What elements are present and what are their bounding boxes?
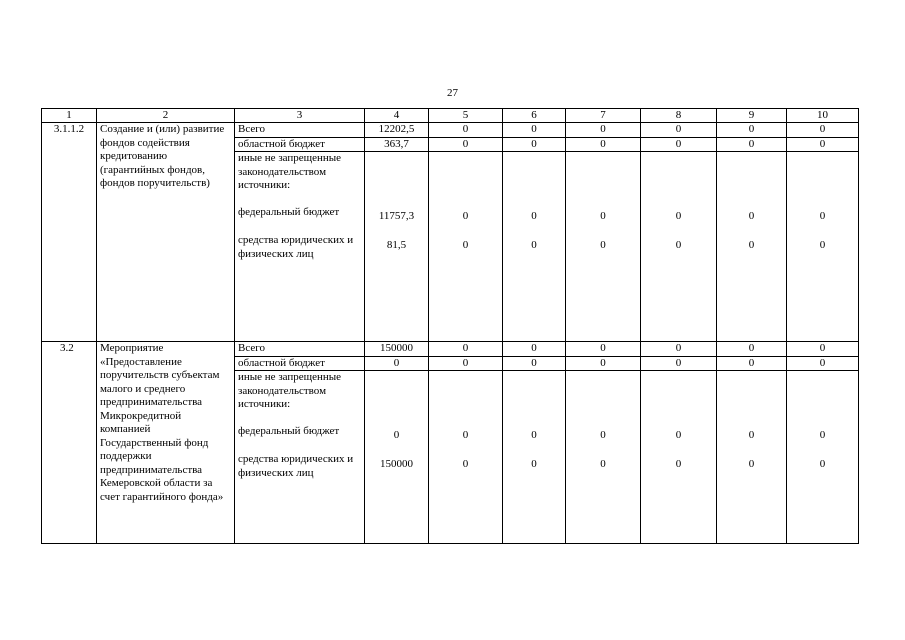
- value-cell: 0: [462, 238, 469, 251]
- value-cell: 0: [717, 356, 787, 371]
- section-name: Мероприятие «Предоставление поручительств субъектам малого и среднего предпринимательства Микрокредитной компанией Государственный фонд поддержки предпринимательства Кемеровской области за счет гарантийного фонда»: [97, 342, 235, 544]
- value-cell: 0: [819, 457, 826, 470]
- value-cell: 0: [748, 457, 755, 470]
- value-cell-multi: [787, 371, 859, 544]
- value-cell: 150000: [380, 457, 413, 470]
- value-cell: 0: [787, 342, 859, 357]
- row-label-multi: [235, 152, 365, 342]
- value-cell: 0: [641, 356, 717, 371]
- row-label: средства юридических и физических лиц: [238, 453, 354, 479]
- value-cell: 0: [717, 342, 787, 357]
- table-row: [42, 123, 859, 138]
- value-cell: 11757,3: [378, 210, 415, 222]
- value-cell: 0: [462, 457, 469, 470]
- header-cell: 10: [787, 109, 859, 123]
- header-cell: 2: [97, 109, 235, 123]
- row-label: Всего: [235, 342, 365, 357]
- header-cell: 9: [717, 109, 787, 123]
- value-cell: 0: [429, 342, 503, 357]
- row-label: федеральный бюджет: [238, 205, 340, 218]
- value-cell: 0: [503, 123, 566, 138]
- value-cell: 0: [566, 342, 641, 357]
- value-cell-multi: [429, 152, 503, 342]
- row-label-multi: [235, 371, 365, 544]
- value-cell: 0: [429, 123, 503, 138]
- value-cell: 0: [748, 210, 755, 222]
- row-label: Всего: [235, 123, 365, 138]
- header-row: [42, 109, 859, 123]
- value-cell: 12202,5: [365, 123, 429, 138]
- value-cell-multi: [503, 152, 566, 342]
- value-cell-multi: [717, 152, 787, 342]
- header-cell: 8: [641, 109, 717, 123]
- value-cell-multi: [566, 152, 641, 342]
- value-cell-multi: [365, 371, 429, 544]
- header-cell: 1: [42, 109, 97, 123]
- value-cell: 0: [531, 210, 537, 222]
- value-cell: 0: [717, 123, 787, 138]
- value-cell: 0: [531, 457, 537, 470]
- value-cell: 0: [600, 429, 606, 441]
- page-number: 27: [447, 87, 458, 99]
- value-cell: 0: [503, 137, 566, 152]
- row-label: федеральный бюджет: [238, 424, 340, 437]
- value-cell: 0: [566, 356, 641, 371]
- value-cell: 0: [819, 429, 826, 441]
- section-code: 3.1.1.2: [42, 123, 97, 342]
- row-label: средства юридических и физических лиц: [238, 234, 354, 260]
- value-cell: 0: [531, 429, 537, 441]
- value-cell-multi: [641, 371, 717, 544]
- value-cell: 0: [819, 210, 826, 222]
- value-cell: 0: [503, 356, 566, 371]
- value-cell: 0: [748, 429, 755, 441]
- value-cell: 0: [393, 429, 400, 441]
- header-cell: 6: [503, 109, 566, 123]
- value-cell: 0: [675, 238, 682, 251]
- value-cell: 0: [531, 238, 537, 251]
- value-cell: 0: [675, 210, 682, 222]
- value-cell-multi: [641, 152, 717, 342]
- budget-table: [41, 108, 859, 544]
- value-cell: 0: [717, 137, 787, 152]
- value-cell: 0: [748, 238, 755, 251]
- row-label: областной бюджет: [235, 356, 365, 371]
- value-cell: 0: [429, 356, 503, 371]
- value-cell: 0: [365, 356, 429, 371]
- value-cell: 0: [462, 210, 469, 222]
- value-cell: 0: [600, 210, 606, 222]
- value-cell: 0: [641, 137, 717, 152]
- value-cell-multi: [717, 371, 787, 544]
- header-cell: 7: [566, 109, 641, 123]
- header-cell: 3: [235, 109, 365, 123]
- value-cell: 0: [566, 123, 641, 138]
- value-cell-multi: [566, 371, 641, 544]
- value-cell: 0: [787, 123, 859, 138]
- row-label: иные не запрещенные законодательством источники:: [238, 152, 342, 191]
- value-cell: 0: [462, 429, 469, 441]
- value-cell-multi: [429, 371, 503, 544]
- value-cell: 0: [429, 137, 503, 152]
- row-label: иные не запрещенные законодательством источники:: [238, 371, 342, 410]
- value-cell: 0: [819, 238, 826, 251]
- value-cell: 0: [641, 123, 717, 138]
- header-cell: 4: [365, 109, 429, 123]
- value-cell: 0: [675, 457, 682, 470]
- table-row: [42, 342, 859, 357]
- section-name: Создание и (или) развитие фондов содействия кредитованию (гарантийных фондов, фондов поручительств): [97, 123, 235, 342]
- value-cell: 0: [641, 342, 717, 357]
- header-cell: 5: [429, 109, 503, 123]
- value-cell: 363,7: [365, 137, 429, 152]
- value-cell: 0: [787, 356, 859, 371]
- value-cell-multi: [787, 152, 859, 342]
- value-cell: 0: [787, 137, 859, 152]
- section-code: 3.2: [42, 342, 97, 544]
- value-cell: 0: [675, 429, 682, 441]
- value-cell: 0: [600, 238, 606, 251]
- value-cell-multi: [503, 371, 566, 544]
- row-label: областной бюджет: [235, 137, 365, 152]
- value-cell-multi: [365, 152, 429, 342]
- value-cell: 0: [566, 137, 641, 152]
- value-cell: 0: [503, 342, 566, 357]
- value-cell: 0: [600, 457, 606, 470]
- value-cell: 150000: [365, 342, 429, 357]
- value-cell: 81,5: [386, 238, 407, 251]
